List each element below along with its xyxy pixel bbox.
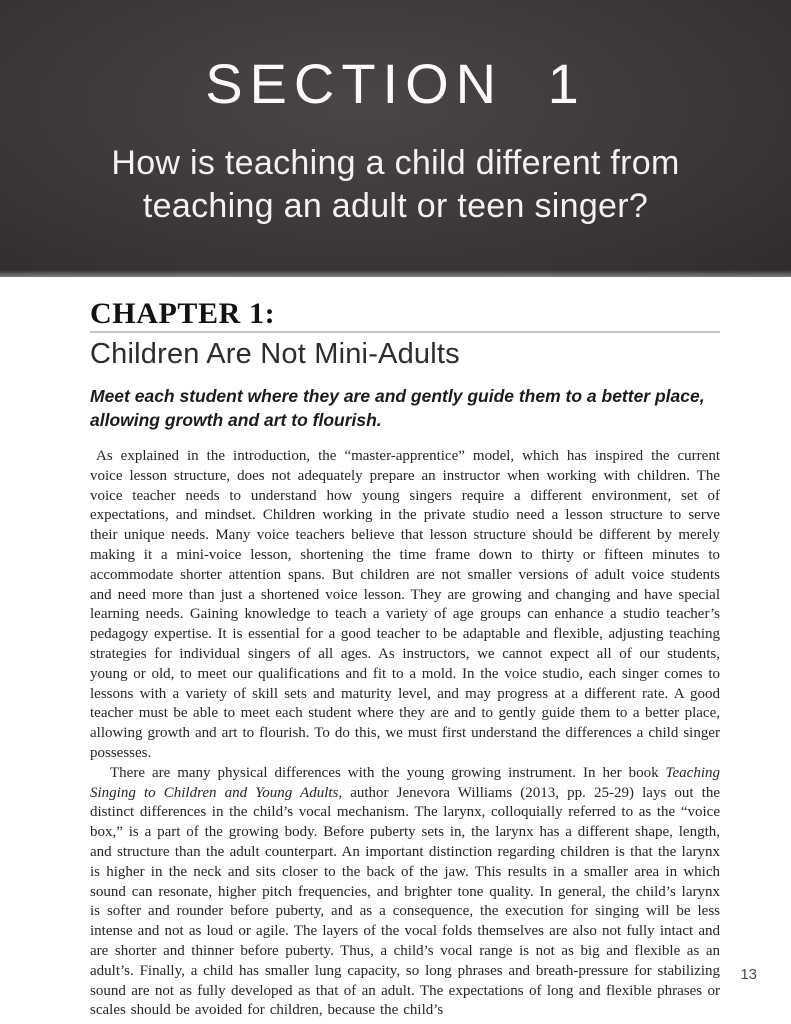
heading-rule [90,331,720,333]
chapter-epigraph: Meet each student where they are and gently guide them to a better place, allowing growth and art to flourish. [90,386,705,430]
section-banner [0,0,791,277]
chapter-kicker: CHAPTER 1: [90,297,276,330]
paragraph: As explained in the introduction, the “master-apprentice” model, which has inspired the current voice lesson structure, does not adequately prepare an instructor when working with children. The voice teacher needs to understand how young singers require a different environment, set of expectations, and mindset. Children working in the private studio need a lesson structure to serve their unique needs. Many voice teachers believe that lesson structure should be different by merely making it a mini-voice lesson, shortening the time frame down to thirty or fifteen minutes to accommodate shorter attention spans. But children are not smaller versions of adult voice students and need more than just a shortened voice lesson. They are growing and changing and have special learning needs. Gaining knowledge to teach a variety of age groups can enhance a studio teacher’s pedagogy expertise. It is essential for a good teacher to be adaptable and flexible, adjusting teaching strategies for individual singers of all ages. As instructors, we cannot expect all of our students, young or old, to meet our qualifications and fit to a mold. In the voice studio, each singer comes to lessons with a variety of skill sets and maturity level, and may progress at a different rate. A good teacher must be able to meet each student where they are and to gently guide them to a better place, allowing growth and art to flourish. To do this, we must first understand the differences a child singer possesses. [90,448,720,761]
section-question-line-1: How is teaching a child different from [111,144,680,182]
section-title: SECTION 1 [205,52,586,115]
paragraph: There are many physical differences with the young growing instrument. In her book Teaching Singing to Children and Young Adults, author Jenevora Williams (2013, pp. 25-29) lays out the distinct differences in the child’s vocal mechanism. The larynx, colloquially referred to as the “voice box,” is a part of the growing body. Before puberty sets in, the larynx has a different shape, length, and structure than the adult counterpart. An important distinction regarding children is that the larynx is higher in the neck and sits closer to the back of the jaw. This results in a smaller area in which sound can resonate, higher pitch frequencies, and brighter tone quality. In general, the child’s larynx is softer and rounder before puberty, and as a consequence, the execution for singing will be less intense and not as loud or agile. The layers of the vocal folds themselves are also not fully intact and are shorter and thinner before puberty. Thus, a child’s vocal range is not as big and flexible as an adult’s. Finally, a child has smaller lung capacity, so long phrases and breath-pressure for stabilizing sound are not as fully developed as that of an adult. The expectations of long and flexible phrases or scales should be avoided for children, because the child’s [90,764,721,1019]
page-number: 13 [740,966,757,983]
section-question [111,142,679,228]
body-text [90,447,720,1021]
section-question-line-2: teaching an adult or teen singer? [142,187,649,225]
chapter-title: Children Are Not Mini-Adults [90,338,460,370]
chapter-content [90,277,720,1021]
